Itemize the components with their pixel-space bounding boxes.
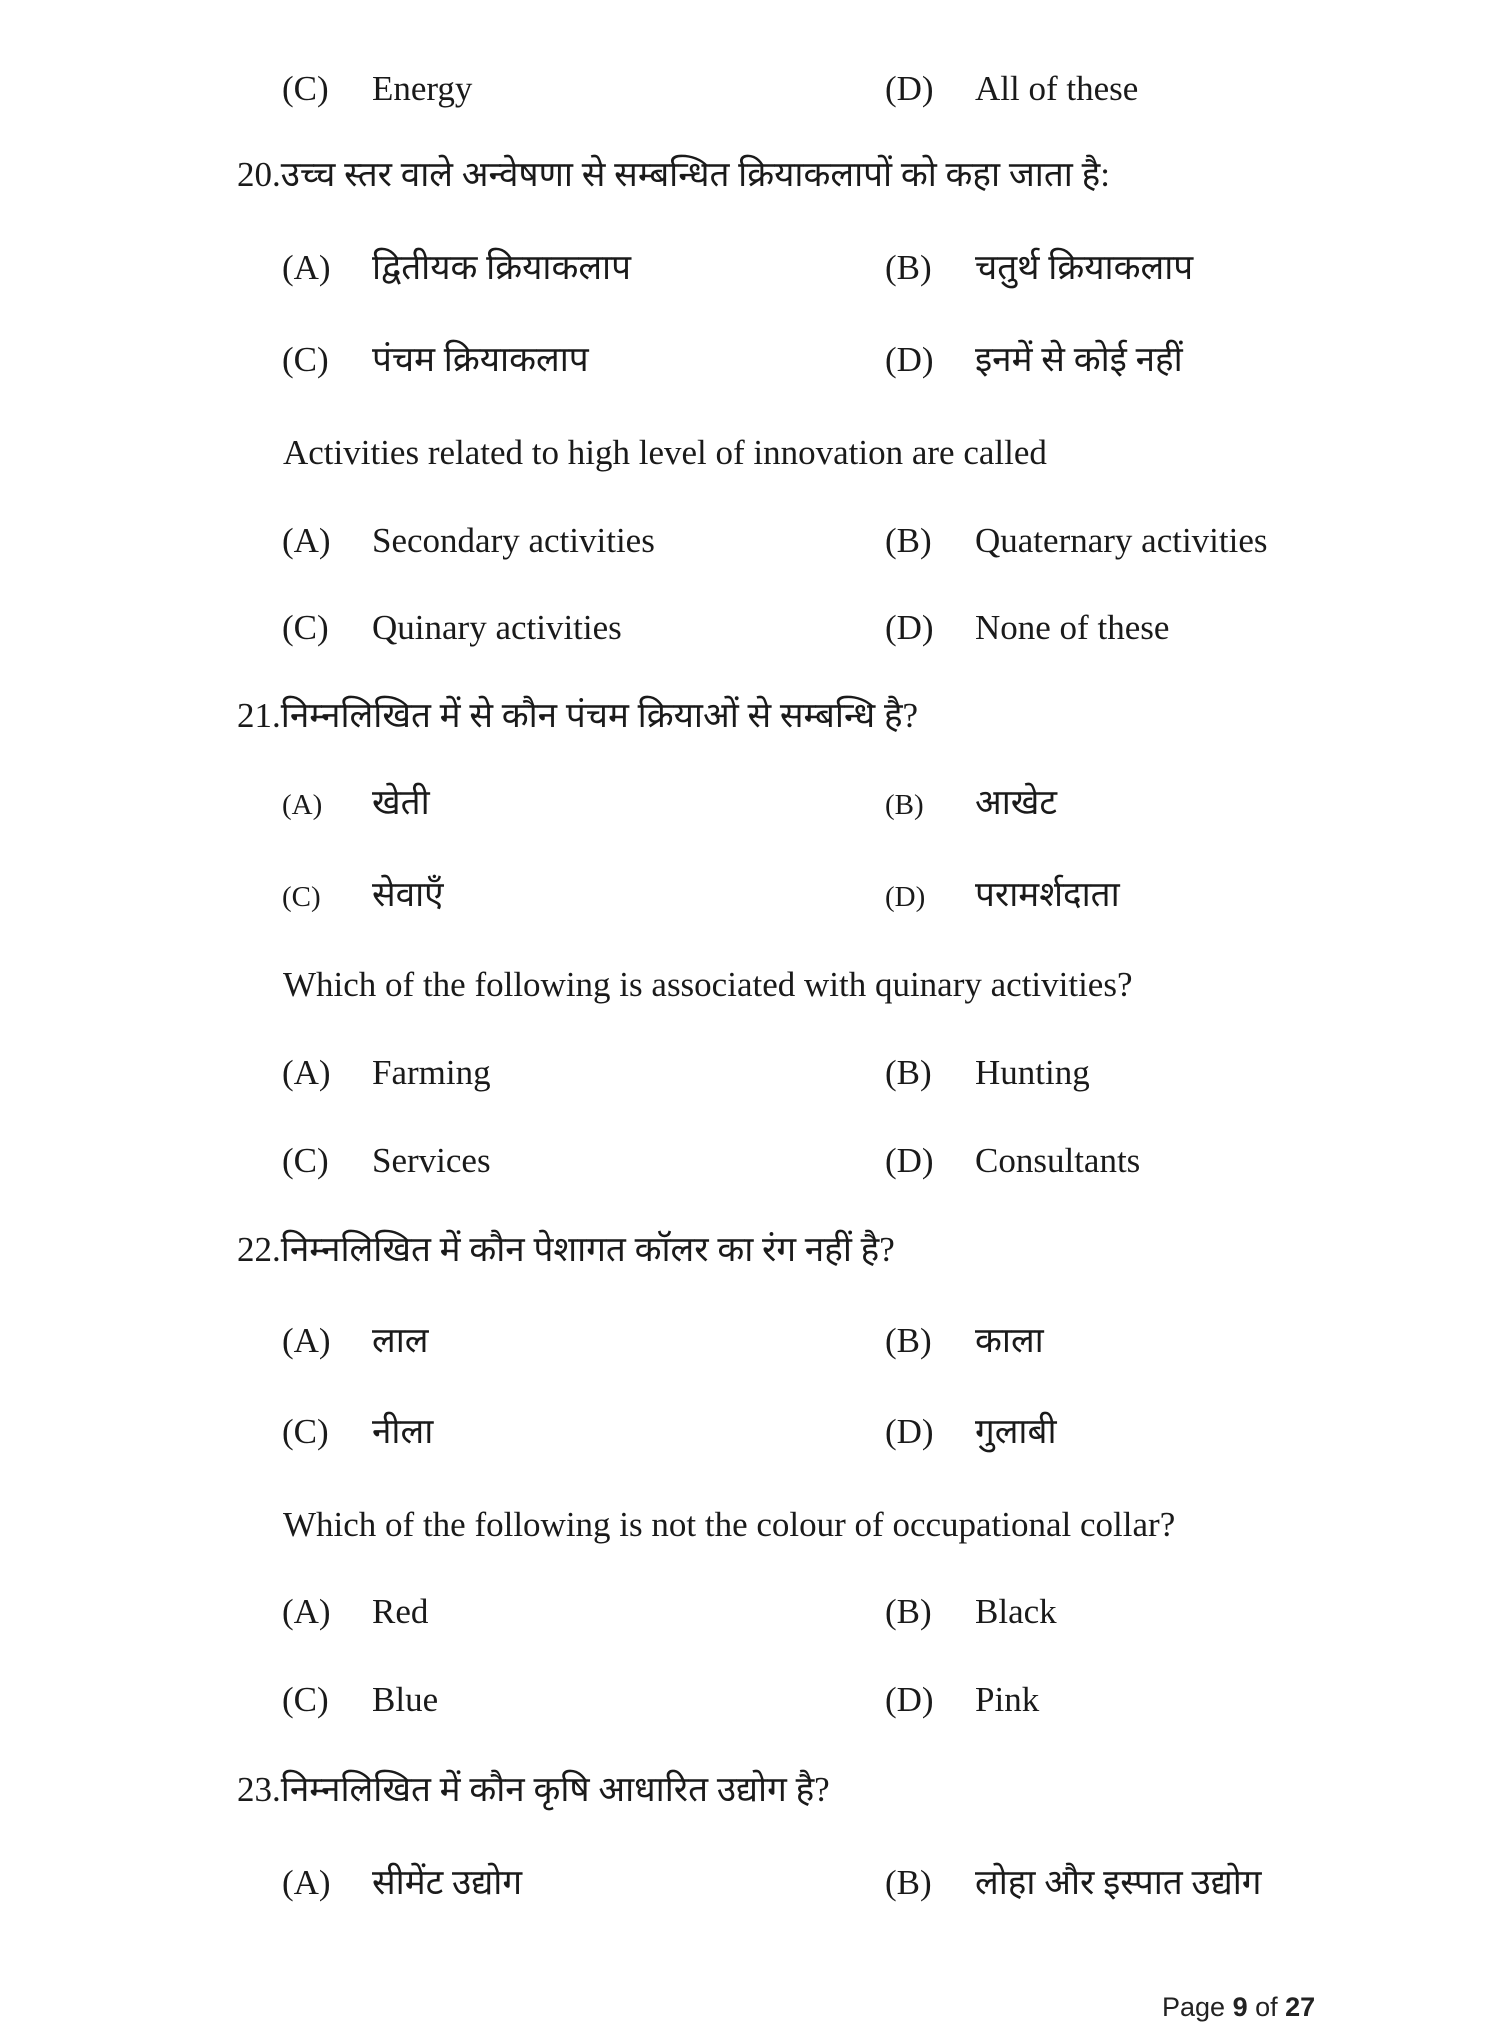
option-text: Quinary activities bbox=[372, 608, 622, 647]
q21-hi-option-b bbox=[885, 781, 1057, 827]
option-text: None of these bbox=[975, 608, 1170, 647]
option-label: (D) bbox=[885, 340, 934, 379]
option-label: (C) bbox=[282, 608, 329, 647]
option-text: Hunting bbox=[975, 1053, 1090, 1092]
option-text: सीमेंट उद्योग bbox=[372, 1863, 523, 1902]
question-22-english: Which of the following is not the colour of occupational collar? bbox=[283, 1505, 1176, 1544]
option-text: परामर्शदाता bbox=[975, 875, 1120, 914]
q22-hi-option-b bbox=[885, 1319, 1044, 1363]
question-21-hindi: 21.निम्नलिखित में से कौन पंचम क्रियाओं से सम्बन्धि है? bbox=[237, 696, 919, 735]
option-label: (D) bbox=[885, 1680, 934, 1719]
q21-hi-option-d bbox=[885, 873, 1120, 919]
question-20-english: Activities related to high level of innovation are called bbox=[283, 433, 1047, 472]
option-text: गुलाबी bbox=[975, 1412, 1057, 1451]
option-label: (A) bbox=[282, 248, 331, 287]
q22-hi-option-c bbox=[282, 1410, 433, 1454]
page-number bbox=[1162, 1990, 1315, 2024]
option-text: Red bbox=[372, 1592, 429, 1631]
q20-en-option-a bbox=[282, 519, 655, 563]
option-label: (C) bbox=[282, 69, 329, 108]
option-text: All of these bbox=[975, 69, 1139, 108]
q20-hi-option-b bbox=[885, 246, 1193, 290]
option-label: (D) bbox=[885, 608, 934, 647]
option-text: लाल bbox=[372, 1321, 429, 1360]
q22-hi-option-a bbox=[282, 1319, 429, 1363]
option-text: चतुर्थ क्रियाकलाप bbox=[975, 248, 1194, 287]
q21-en-option-d bbox=[885, 1139, 1140, 1183]
option-label: (D) bbox=[885, 1141, 934, 1180]
q23-hi-option-a bbox=[282, 1861, 522, 1905]
option-text: Blue bbox=[372, 1680, 439, 1719]
option-text: Black bbox=[975, 1592, 1057, 1631]
option-text: पंचम क्रियाकलाप bbox=[372, 340, 589, 379]
current-page: 9 bbox=[1232, 1992, 1248, 2022]
question-20-hindi: 20.उच्च स्तर वाले अन्वेषणा से सम्बन्धित क्रियाकलापों को कहा जाता है: bbox=[237, 155, 1110, 194]
total-pages: 27 bbox=[1285, 1992, 1316, 2022]
option-label: (B) bbox=[885, 1321, 932, 1360]
page-of: of bbox=[1247, 1992, 1286, 2022]
q23-hi-option-b bbox=[885, 1861, 1262, 1905]
q21-en-option-a bbox=[282, 1051, 491, 1095]
option-label: (B) bbox=[885, 789, 924, 821]
option-label: (C) bbox=[282, 1141, 329, 1180]
option-text: Farming bbox=[372, 1053, 491, 1092]
option-label: (B) bbox=[885, 1053, 932, 1092]
q21-en-option-c bbox=[282, 1139, 491, 1183]
option-label: (C) bbox=[282, 1412, 329, 1451]
q21-hi-option-c bbox=[282, 873, 444, 919]
option-text: Energy bbox=[372, 69, 473, 108]
option-text: आखेट bbox=[975, 783, 1058, 822]
option-text: नीला bbox=[372, 1412, 434, 1451]
q22-hi-option-d bbox=[885, 1410, 1057, 1454]
option-d bbox=[885, 67, 1138, 111]
option-text: काला bbox=[975, 1321, 1044, 1360]
option-text: Secondary activities bbox=[372, 521, 655, 560]
q21-hi-option-a bbox=[282, 781, 430, 827]
option-text: इनमें से कोई नहीं bbox=[975, 340, 1183, 379]
option-label: (D) bbox=[885, 1412, 934, 1451]
option-label: (D) bbox=[885, 69, 934, 108]
q20-hi-option-a bbox=[282, 246, 631, 290]
question-22-hindi: 22.निम्नलिखित में कौन पेशागत कॉलर का रंग नहीं है? bbox=[237, 1230, 895, 1269]
question-21-english: Which of the following is associated with quinary activities? bbox=[283, 965, 1133, 1004]
option-label: (B) bbox=[885, 1592, 932, 1631]
option-label: (D) bbox=[885, 881, 926, 913]
option-label: (A) bbox=[282, 521, 331, 560]
option-label: (A) bbox=[282, 1321, 331, 1360]
option-label: (A) bbox=[282, 1053, 331, 1092]
option-text: द्वितीयक क्रियाकलाप bbox=[372, 248, 632, 287]
option-label: (C) bbox=[282, 1680, 329, 1719]
option-label: (C) bbox=[282, 881, 321, 913]
option-label: (B) bbox=[885, 248, 932, 287]
q22-en-option-b bbox=[885, 1590, 1057, 1634]
q20-en-option-b bbox=[885, 519, 1268, 563]
option-c bbox=[282, 67, 472, 111]
question-23-hindi: 23.निम्नलिखित में कौन कृषि आधारित उद्योग है? bbox=[237, 1770, 830, 1809]
option-text: Pink bbox=[975, 1680, 1040, 1719]
q22-en-option-d bbox=[885, 1678, 1039, 1722]
option-label: (A) bbox=[282, 1592, 331, 1631]
option-label: (A) bbox=[282, 789, 323, 821]
option-label: (A) bbox=[282, 1863, 331, 1902]
q22-en-option-a bbox=[282, 1590, 428, 1634]
option-text: सेवाएँ bbox=[372, 875, 444, 914]
option-text: Consultants bbox=[975, 1141, 1141, 1180]
option-label: (B) bbox=[885, 521, 932, 560]
option-text: लोहा और इस्पात उद्योग bbox=[975, 1863, 1262, 1902]
q22-en-option-c bbox=[282, 1678, 438, 1722]
q20-hi-option-c bbox=[282, 338, 589, 382]
q20-en-option-c bbox=[282, 606, 622, 650]
page-prefix: Page bbox=[1162, 1992, 1233, 2022]
option-text: Quaternary activities bbox=[975, 521, 1268, 560]
option-text: खेती bbox=[372, 783, 430, 822]
option-text: Services bbox=[372, 1141, 491, 1180]
option-label: (B) bbox=[885, 1863, 932, 1902]
option-label: (C) bbox=[282, 340, 329, 379]
q21-en-option-b bbox=[885, 1051, 1090, 1095]
q20-en-option-d bbox=[885, 606, 1169, 650]
q20-hi-option-d bbox=[885, 338, 1183, 382]
